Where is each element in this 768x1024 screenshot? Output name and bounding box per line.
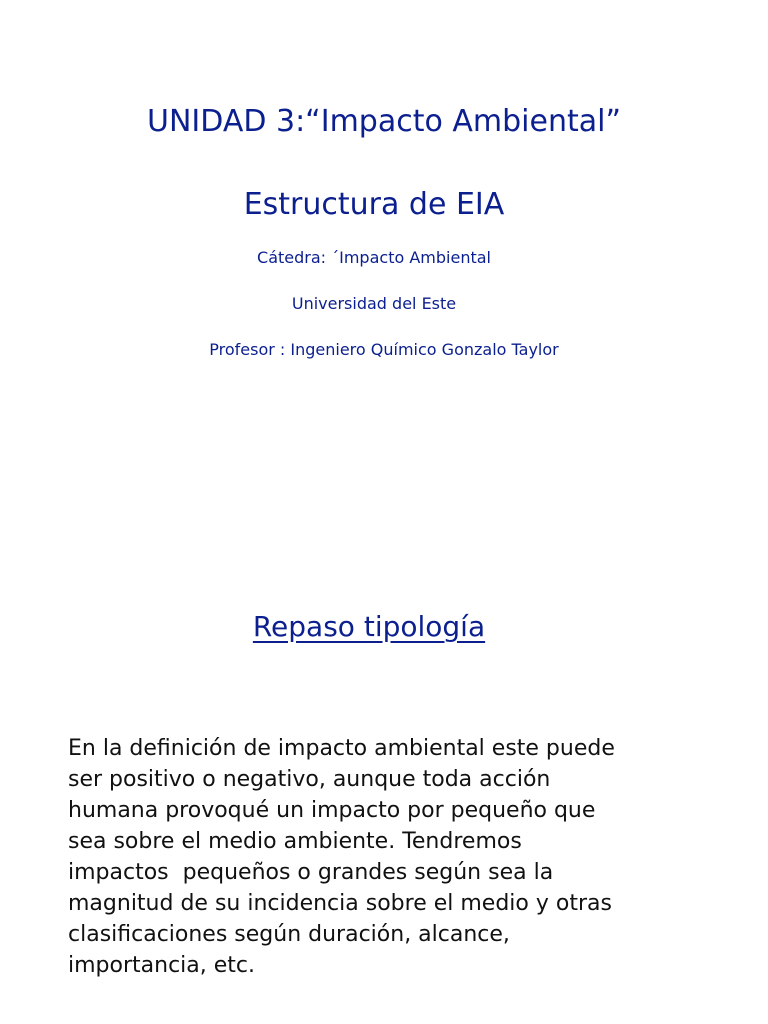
subtitle: Estructura de EIA [243, 187, 505, 222]
catedra-label: Cátedra: ´Impacto Ambiental [257, 248, 491, 267]
university-label: Universidad del Este [291, 294, 457, 313]
main-title: UNIDAD 3:“Impacto Ambiental” [147, 104, 621, 139]
body-line: humana provoqué un impacto por pequeño que [68, 798, 596, 823]
body-line: importancia, etc. [68, 953, 255, 978]
body-line: clasificaciones según duración, alcance, [68, 922, 510, 947]
body-line: sea sobre el medio ambiente. Tendremos [68, 829, 522, 854]
body-line: impactos pequeños o grandes según sea la [68, 860, 554, 885]
body-line: En la definición de impacto ambiental este puede [68, 736, 615, 761]
body-line: ser positivo o negativo, aunque toda acción [68, 767, 551, 792]
content-slide [0, 560, 768, 1024]
section-heading: Repaso tipología [252, 610, 486, 643]
body-paragraph [68, 733, 718, 981]
professor-label: Profesor : Ingeniero Químico Gonzalo Taylor [209, 340, 559, 359]
body-line: magnitud de su incidencia sobre el medio y otras [68, 891, 612, 916]
